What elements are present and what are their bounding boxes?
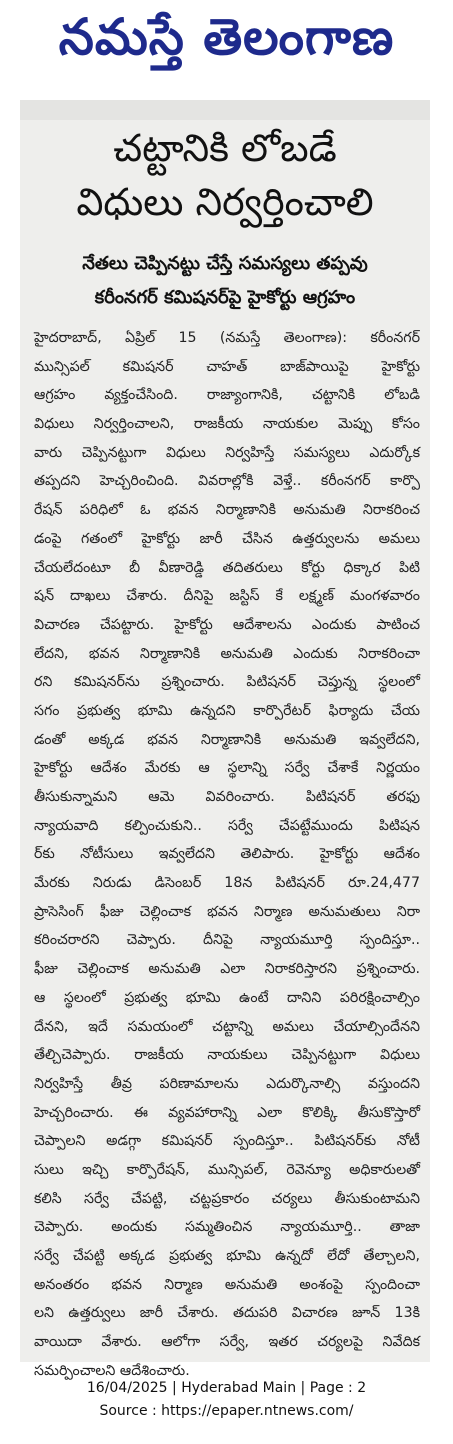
article-body-line: చెప్పాలని అడగ్గా కమిషనర్ స్పందిస్తూ.. పిటిషనర్‌కు నోటీ [34, 1133, 420, 1150]
article-body-line: ప్రాసెసింగ్ ఫీజు చెల్లించాక భవన నిర్మాణ అనుమతులు నిరా [34, 903, 420, 920]
article-body-line: లేదని, భవన నిర్మాణానికి అనుమతి ఎందుకు నిరాకరించా [34, 645, 420, 662]
article-body-line: హైకోర్టు ఆదేశం మేరకు ఆ స్థలాన్ని సర్వే చేశాకే నిర్ణయం [34, 760, 420, 777]
article-body-line: వారు చెప్పినట్టుగా విధులు నిర్వహిస్తే సమస్యలు ఎదుర్కోక [34, 444, 420, 461]
article-body-line: మున్సిపల్ కమిషనర్ చాహత్ బాజ్‌పాయిపై హైకోర్టు [34, 358, 420, 375]
article-body-line: నిర్వహిస్తే తీవ్ర పరిణామాలను ఎదుర్కొనాల్సి వస్తుందని [34, 1075, 420, 1092]
article-body-line: తప్పదని హెచ్చరించింది. వివరాల్లోకి వెళ్తే.. కరీంనగర్ కార్పొ [34, 473, 420, 490]
article-body-line: ర్‌కు నోటీసులు ఇవ్వలేదని తెలిపారు. హైకోర్టు ఆదేశం [34, 846, 420, 863]
article-body-line: మేరకు నిరుడు డిసెంబర్ 18న పిటిషనర్ రూ.24,477 [34, 875, 420, 892]
news-clipping [20, 100, 430, 1379]
article-body-line: ఆ స్థలంలో ప్రభుత్వ భూమి ఉంటే దానిని పరిరక్షించాల్సిం [34, 989, 420, 1006]
article-body-line: కరించరారని చెప్పారు. దీనిపై న్యాయమూర్తి స్పందిస్తూ.. [34, 932, 420, 949]
headline-line-1: చట్టానికి లోబడే [113, 126, 337, 170]
article-body [34, 324, 420, 1385]
article-body-line: విచారణ చేపట్టారు. హైకోర్టు ఆదేశాలను ఎందుకు పాటించ [34, 616, 420, 633]
article-body-line: డంతో అక్కడ భవన నిర్మాణానికి అనుమతి ఇవ్వలేదని, [34, 731, 420, 748]
article-body-line: ఆగ్రహం వ్యక్తంచేసింది. రాజ్యాంగానికి, చట్టానికి లోబడి [34, 387, 420, 404]
article-body-line: చేయలేదంటూ బీ వీణారెడ్డి తదితరులు కోర్టు ధిక్కార పిటి [34, 559, 420, 576]
footer-date-edition: 16/04/2025 | Hyderabad Main | Page : 2 [86, 1380, 367, 1396]
article-body-line: న్యాయవాది కల్పించుకుని.. సర్వే చేపట్టేముందు పిటిషన [34, 817, 420, 834]
article-body-line: దేనని, ఇదే సమయంలో చట్టాన్ని అమలు చేయాల్సిందేనని [34, 1018, 420, 1035]
article-body-line: చెప్పారు. అందుకు సమ్మతించిన న్యాయమూర్తి.. తాజా [34, 1219, 420, 1236]
subheadline-2: కరీంనగర్ కమిషనర్‌పై హైకోర్టు ఆగ్రహం [94, 287, 356, 308]
clipping-top-strip [20, 100, 430, 120]
article-body-line: సమర్పించాలని ఆదేశించారు. [34, 1362, 190, 1379]
article-body-line: డంపై గతంలో హైకోర్టు జారీ చేసిన ఉత్తర్వులను అమలు [34, 530, 420, 547]
footer-source: Source : https://epaper.ntnews.com/ [99, 1403, 354, 1419]
newspaper-logo: నమస్తే తెలంగాణ [58, 7, 395, 66]
article-body-line: సులు ఇచ్చి కార్పొరేషన్, మున్సిపల్, రెవెన్యూ అధికారులతో [34, 1161, 420, 1178]
subheadline-1: నేతలు చెప్పినట్టు చేస్తే సమస్యలు తప్పవు [82, 253, 368, 274]
article-body-line: విధులు నిర్వర్తించాలని, రాజకీయ నాయకుల మెప్పు కోసం [34, 416, 420, 433]
article-body-line: లని ఉత్తర్వులు జారీ చేశారు. తదుపరి విచారణ జూన్ 13కి [34, 1305, 420, 1322]
article-body-line: రని కమిషనర్‌ను ప్రశ్నించారు. పిటిషనర్ చెప్తున్న స్థలంలో [34, 674, 420, 691]
masthead [0, 0, 453, 86]
article-body-line: సగం ప్రభుత్వ భూమి ఉన్నదని కార్పొరేటర్ ఫిర్యాదు చేయ [34, 702, 420, 719]
article-body-line: హెచ్చరించారు. ఈ వ్యవహారాన్ని ఎలా కొలిక్కి తీసుకొస్తారో [34, 1104, 420, 1121]
article-body-line: రేషన్ పరిధిలో ఓ భవన నిర్మాణానికి అనుమతి నిరాకరించ [34, 502, 420, 519]
article-body-line: సర్వే చేపట్టి అక్కడ ప్రభుత్వ భూమి ఉన్నదో లేదో తేల్చాలని, [34, 1248, 420, 1264]
article-body-line: హైదరాబాద్, ఏప్రిల్ 15 (నమస్తే తెలంగాణ): కరీంనగర్ [34, 330, 420, 346]
article-body-line: వాయిదా వేశారు. ఆలోగా సర్వే, ఇతర చర్యలపై నివేదిక [34, 1334, 420, 1351]
article-body-line: అనంతరం భవన నిర్మాణ అనుమతి అంశంపై స్పందించా [34, 1276, 420, 1293]
article-body-line: కలిసి సర్వే చేపట్టి, చట్టప్రకారం చర్యలు తీసుకుంటామని [34, 1190, 420, 1207]
article-body-line: షన్ దాఖలు చేశారు. దీనిపై జస్టిస్ కే లక్ష్మణ్ మంగళవారం [34, 588, 420, 605]
article-body-line: తీసుకున్నామని ఆమె వివరించారు. పిటిషనర్ తరఫు [34, 789, 420, 805]
article-body-line: తేల్చిచెప్పారు. రాజకీయ నాయకులు చెప్పినట్టుగా విధులు [34, 1047, 420, 1064]
article-body-line: ఫీజు చెల్లించాక అనుమతి ఎలా నిరాకరిస్తారని ప్రశ్నించారు. [34, 961, 420, 978]
headline-line-2: విధులు నిర్వర్తించాలి [76, 180, 374, 224]
